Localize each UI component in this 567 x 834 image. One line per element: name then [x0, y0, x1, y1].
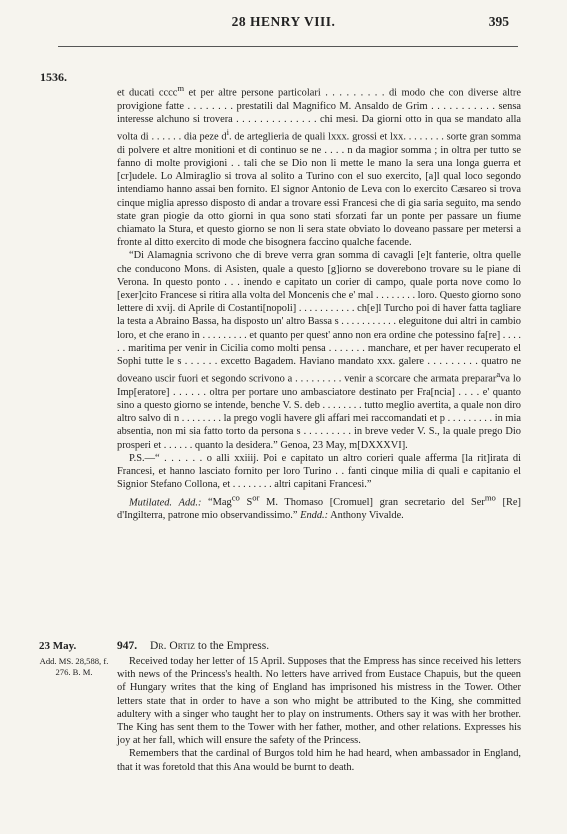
mutilated-label: Mutilated. — [129, 496, 172, 508]
header-rule — [58, 46, 518, 47]
endd-label: Endd.: — [300, 510, 329, 522]
entry-text — [117, 655, 521, 774]
entry-heading — [117, 640, 269, 652]
entry-paragraph: Received today her letter of 15 April. Supposes that the Empress has since received his letters with news of the Princess's health. No letters have arrived from Eustace Chapuis, but the queen of Hungary writes that the king of England has imprisoned his mistress in the Tower. Other letters state that in order to have a son who might be attributed to the King, she committed adultery with a singer who taught her to play on instruments. Others say it was with her brother. The King has sent them to the Tower with her father, mother, and other relations. Expresses his joy at her fall, which will ensure the safety of the Princess. — [117, 656, 521, 747]
editorial-note — [117, 492, 521, 523]
entry-recipient: to the Empress. — [197, 640, 270, 652]
entry-date: 23 May. — [39, 640, 77, 652]
margin-year: 1536. — [40, 70, 67, 84]
add-label: Add.: — [178, 496, 202, 508]
entry-source-ref: Add. MS. 28,588, f. 276. B. M. — [39, 656, 109, 677]
running-header — [0, 14, 567, 40]
letter-paragraph: et ducati cccc$^m$ et per altre persone particolari . . . . . . . . . di modo che con diverse altre provigione fatte . . . . . . . . prestatili dal Magnifico M. Ansaldo de Grim . . . . . . . . . . . sensa interesse alchuno si trovera . . . . . . . . . . . . . . chi mesi. Da giorni otto in qua se mandato alla volta di . . . . . . dia peze $d^i$. de arteglieria de quali lxxx. grossi et lxx. . . . . . . . sorte gran somma di polvere et altre monitioni et di continuo se ne . . . . n da magior somma ; in oltra per tutto se fanno di molte provigioni . . tali che se Dio non li mette le mano la sera una longa guerra et [cr]udele. Lo Almiraglio si trova al solito a Turino con el suo exercito, [a]l qual loco segondo intendiamo hanno assai ben fornito. El signor Antonio de Leva con lo exercito Cæsareo si trova cinque miglia apresso disposto di andar a trovare essi Francesi che di gia saria seguito, ma sendo state gran piogie da otto giorni in qua sono stati sforzati far un ponte per passare un fiume chiamato la Stura, et questo giorno se non li sera state obviato lo doveano passare per metersi a fronte al ditto exercito di mode che bisognera faccino qualche facende. — [117, 83, 522, 249]
letter-paragraph: “Di Alamagnia scrivono che di breve verra gran somma di cavagli [e]t fanterie, oltra quelle che conducono Mons. di Asisten, quale a questo [g]iorno se doverebono trovare su le piane di Verona. In questo ponto . . . inendo e capitato un corier di campo, quale porta nove como lo [exer]cito Francese si ritira alla volta del Moncenis che e' mal . . . . . . . . loro. Questo giorno sono lettere di xvij. di Aprile di Costanti[nopoli] . . . . . . . . . . . ch[e]l Turcho poi di haver fatta tagliare la testa a Abraino Bassa, ha disposto un' altro Bassa s . . . . . . . . . . . eleguitone dui altri in cambio loro, et che erano in . . . . . . . . . et quanto per quest' anno non era ordine che potessino fa[re] . . . . . . maritima per venir in Cicilia como molti pensa . . . . . . . manchare, et per haver recuperato el Sophi tutte le s . . . . . . excetto Bagadem. Haviano mandato xxx. galere . . . . . . . . . quatro ne doveano uscir fuori et segondo scrivono a . . . . . . . . . venir a scorcare che armata preparar$^a$va lo Imp[eratore] . . . . . . oltra per portare uno ambasciatore destinato per Fra[ncia] . . . . e' quanto sino a questo giorno se intende, benche V. S. deb . . . . . . . . tutto meglio avertita, a quale non diro altro salvo di n . . . . . . . . la prego vogli havere gli affari mei raccomandati et p . . . . . . . . . in mia absentia, non mi sia fatto torto da persona s . . . . . . . . . in breve veder V. S., la quale prego Dio prosperi et . . . . . . quanto la desidera.” Genoa, 23 May, m[DXXXVI]. — [117, 250, 521, 451]
entry-number: 947. — [117, 640, 138, 652]
endorsement-text: Anthony Vivalde. — [330, 510, 404, 522]
postscript-paragraph: P.S.—“ . . . . . . o alli xxiiij. Poi e capitato un altro corieri quale afferma [la rit]irata di Francesi, et hanno lasciato fornito per loro Turino . . fanti cinque milia di quali e capitanio el Signior Stefano Collona, et . . . . . . . . altri capitani Francesi.” — [117, 452, 521, 491]
running-title: 28 HENRY VIII. — [231, 14, 336, 29]
entry-paragraph: Remembers that the cardinal of Burgos told him he had heard, when ambassador in England, that it was foretold that this Ana would be burnt to death. — [117, 748, 521, 773]
address-text: “Mag$^{co}$ $S^{or}$ M. Thomaso [Cromuel] gran secretario del Ser$^{mo}$ [Re] d'Ingilterra, patrone mio observandissimo.” — [117, 492, 521, 522]
page-number: 395 — [488, 14, 509, 29]
entry-author: Dr. Ortiz — [150, 640, 195, 652]
letter-body — [117, 82, 521, 522]
